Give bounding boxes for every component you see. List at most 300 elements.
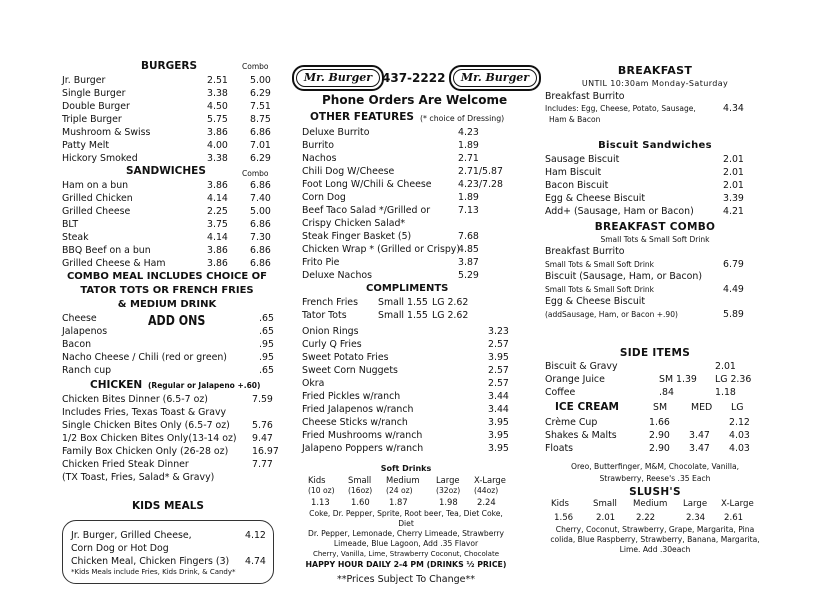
slushes-sizes [545, 499, 765, 513]
item-name: Grilled Cheese [62, 206, 131, 217]
feature-item [302, 204, 510, 217]
drink-sizes-cell: Kids [308, 475, 326, 485]
phone-number: 437-2222 [382, 71, 446, 85]
item-price: 3.86 [207, 245, 228, 256]
chicken-item-price: 7.59 [252, 394, 273, 405]
side-item-price-a: .84 [659, 387, 674, 398]
compliment-item [302, 325, 510, 338]
ice-cream-title: ICE CREAM [555, 401, 619, 413]
feature-price: 3.87 [458, 257, 479, 268]
compliment-name: Sweet Corn Nuggets [302, 365, 398, 376]
add-ons-section [62, 312, 278, 377]
item-price: 4.14 [207, 193, 228, 204]
chicken-item-price: 9.47 [252, 433, 273, 444]
biscuit-item [545, 166, 765, 179]
chicken-item [62, 458, 278, 471]
feature-item [302, 139, 510, 152]
combo-item-name: Biscuit (Sausage, Ham, or Bacon) [545, 271, 703, 282]
mr-burger-logo-left: Mr. Burger [292, 65, 384, 91]
ice-cream-size-med: MED [691, 402, 713, 413]
compliment-name: Cheese Sticks w/ranch [302, 417, 408, 428]
biscuit-name: Add+ (Sausage, Ham or Bacon) [545, 206, 694, 217]
breakfast-combo-note [545, 258, 765, 270]
breakfast-hours: UNTIL 10:30am Monday-Saturday [581, 79, 729, 88]
feature-name: Frito Pie [302, 257, 340, 268]
addon-item [62, 351, 278, 364]
item-combo-price: 6.86 [250, 127, 271, 138]
breakfast-burrito-includes: Includes: Egg, Cheese, Potato, Sausage, [545, 104, 696, 113]
item-name: Jr. Burger [62, 75, 106, 86]
addon-item [62, 364, 278, 377]
breakfast-combo-item [545, 270, 765, 283]
feature-name: Steak Finger Basket (5) [302, 231, 412, 242]
compliments-title: COMPLIMENTS [366, 283, 449, 294]
side-item-name: Biscuit & Gravy [545, 361, 618, 372]
side-item-price-b: 2.01 [715, 361, 736, 372]
compliment-price: 3.95 [488, 443, 509, 454]
feature-item [302, 269, 510, 282]
item-combo-price: 6.86 [250, 180, 271, 191]
burgers-combo-label: Combo [242, 62, 269, 71]
side-large-price: LG 2.62 [432, 310, 469, 321]
slushes-flavors [545, 525, 765, 555]
item-name: Grilled Chicken [62, 193, 133, 204]
item-name: Mushroom & Swiss [62, 127, 151, 138]
addon-name: Cheese [62, 313, 97, 324]
compliment-name: Jalapeno Poppers w/ranch [302, 443, 424, 454]
breakfast-combo-subtitle: Small Tots & Small Soft Drink [600, 235, 710, 244]
feature-item [302, 152, 510, 165]
item-name: Single Burger [62, 88, 126, 99]
flavor-line: Coke, Dr. Pepper, Sprite, Root beer, Tea, Diet Coke, Diet [309, 509, 503, 528]
compliment-item [302, 390, 510, 403]
menu-item [62, 152, 278, 165]
menu-item [62, 218, 278, 231]
breakfast-burrito-price: 4.34 [723, 103, 744, 114]
burgers-list [62, 74, 278, 165]
sized-side-item [302, 309, 510, 322]
feature-name: Nachos [302, 153, 337, 164]
item-combo-price: 5.00 [250, 206, 271, 217]
compliment-item [302, 442, 510, 455]
item-price: 4.50 [207, 101, 228, 112]
flavor-line: Limeade, Blue Lagoon, Add .35 Flavor [333, 539, 479, 548]
toppings-line: Oreo, Butterfinger, M&M, Chocolate, Vanilla, [570, 462, 740, 471]
breakfast-combo-note [545, 283, 765, 295]
flavor-line: Dr. Pepper, Lemonade, Cherry Limeade, Strawberry [307, 529, 504, 538]
compliment-price: 3.23 [488, 326, 509, 337]
ice-cream-sm: 1.66 [649, 417, 670, 428]
other-features-list [302, 126, 510, 282]
ice-cream-sm: 2.90 [649, 430, 670, 441]
addon-price: .65 [259, 326, 274, 337]
item-combo-price: 6.29 [250, 88, 271, 99]
other-features-note: (* choice of Dressing) [420, 114, 505, 123]
item-price: 3.86 [207, 180, 228, 191]
slush-prices-cell: 1.56 [554, 513, 574, 523]
sandwiches-title: SANDWICHES [126, 165, 206, 177]
drink-prices-cell: 1.98 [439, 497, 458, 507]
breakfast-combo-item [545, 245, 765, 258]
breakfast-combo-list [545, 245, 765, 320]
sandwiches-combo-label: Combo [242, 169, 269, 178]
feature-name: Chili Dog W/Cheese [302, 166, 395, 177]
chicken-title: CHICKEN [90, 379, 143, 391]
compliments-list [302, 325, 510, 455]
biscuits-list [545, 153, 765, 218]
chicken-item-price: 7.77 [252, 459, 273, 470]
item-name: BLT [62, 219, 79, 230]
chicken-item [62, 393, 278, 406]
item-combo-price: 6.86 [250, 245, 271, 256]
left-column [62, 60, 278, 484]
item-price: 5.75 [207, 114, 228, 125]
add-ons-list [62, 312, 278, 377]
ice-cream-sm: 2.90 [649, 443, 670, 454]
menu-item [62, 87, 278, 100]
biscuit-price: 4.21 [723, 206, 744, 217]
burgers-title: BURGERS [141, 60, 198, 72]
combo-item-name: Egg & Cheese Biscuit [545, 296, 646, 307]
combo-note-line: & MEDIUM DRINK [117, 299, 217, 310]
ice-cream-name: Floats [545, 443, 574, 454]
compliment-price: 3.95 [488, 352, 509, 363]
slush-sizes-cell: Medium [633, 499, 668, 509]
compliments-sized-list [302, 296, 510, 322]
slush-flavor-line: Cherry, Coconut, Strawberry, Grape, Margarita, Pina [555, 525, 755, 534]
kids-line-3: Chicken Meal, Chicken Fingers (3) [71, 556, 230, 567]
drink-ounces-cell: (10 oz) [308, 486, 335, 495]
menu-item [62, 179, 278, 192]
item-price: 3.75 [207, 219, 228, 230]
addon-item [62, 312, 278, 325]
feature-item [302, 230, 510, 243]
side-name: Tator Tots [302, 310, 347, 321]
chicken-item-name: (TX Toast, Fries, Salad* & Gravy) [62, 472, 215, 483]
middle-column [302, 111, 510, 587]
feature-price: 2.71 [458, 153, 479, 164]
menu-item [62, 126, 278, 139]
ice-cream-list [545, 416, 765, 455]
feature-item [302, 217, 510, 230]
combo-item-note: (addSausage, Ham, or Bacon +.90) [545, 310, 678, 319]
item-combo-price: 7.51 [250, 101, 271, 112]
feature-name: Beef Taco Salad */Grilled or [302, 205, 431, 216]
biscuit-name: Egg & Cheese Biscuit [545, 193, 646, 204]
feature-name: Chicken Wrap * (Grilled or Crispy) [302, 244, 460, 255]
item-name: Double Burger [62, 101, 130, 112]
side-item [545, 373, 765, 386]
combo-item-price: 5.89 [723, 309, 744, 320]
menu-item [62, 192, 278, 205]
item-combo-price: 8.75 [250, 114, 271, 125]
slush-sizes-cell: Small [593, 499, 617, 509]
chicken-item-name: Family Box Chicken Only (26-28 oz) [62, 446, 229, 457]
item-price: 3.38 [207, 153, 228, 164]
ice-cream-name: Shakes & Malts [545, 430, 617, 441]
drink-sizes-cell: Large [436, 475, 460, 485]
item-price: 3.86 [207, 258, 228, 269]
feature-name: Burrito [302, 140, 334, 151]
prices-subject-to-change: **Prices Subject To Change** [336, 574, 476, 585]
drink-sizes-cell: Small [348, 475, 372, 485]
breakfast-combo-item [545, 295, 765, 308]
chicken-item-name: Chicken Fried Steak Dinner [62, 459, 189, 470]
feature-name: Corn Dog [302, 192, 346, 203]
biscuit-name: Ham Biscuit [545, 167, 602, 178]
breakfast-combo-note [545, 308, 765, 320]
sandwiches-list [62, 179, 278, 270]
drink-ounces-cell: (32oz) [436, 486, 461, 495]
feature-item [302, 256, 510, 269]
side-name: French Fries [302, 297, 358, 308]
right-column [545, 64, 765, 555]
kids-title: KIDS MEALS [132, 500, 204, 512]
compliment-item [302, 429, 510, 442]
breakfast-burrito-name: Breakfast Burrito [545, 91, 625, 102]
compliment-price: 2.57 [488, 339, 509, 350]
compliment-name: Okra [302, 378, 325, 389]
item-price: 3.86 [207, 127, 228, 138]
combo-note-line: TATOR TOTS OR FRENCH FRIES [80, 285, 254, 296]
item-price: 2.51 [207, 75, 228, 86]
item-combo-price: 6.86 [250, 258, 271, 269]
addon-price: .65 [259, 365, 274, 376]
slush-prices-cell: 2.22 [636, 513, 656, 523]
item-name: BBQ Beef on a bun [62, 245, 151, 256]
item-price: 3.38 [207, 88, 228, 99]
biscuit-price: 2.01 [723, 180, 744, 191]
feature-price: 2.71/5.87 [458, 166, 503, 177]
combo-item-note: Small Tots & Small Soft Drink [545, 260, 655, 269]
feature-price: 1.89 [458, 192, 479, 203]
slushes-title: SLUSH'S [629, 486, 681, 498]
chicken-title-note: (Regular or Jalapeno +.60) [148, 381, 261, 390]
feature-name: Deluxe Nachos [302, 270, 373, 281]
ice-cream-lg: 2.12 [729, 417, 750, 428]
side-item-price-b: 1.18 [715, 387, 736, 398]
slush-prices-cell: 2.61 [724, 513, 744, 523]
slushes-prices [545, 513, 765, 525]
chicken-item [62, 419, 278, 432]
addon-name: Nacho Cheese / Chili (red or green) [62, 352, 227, 363]
chicken-item [62, 406, 278, 419]
item-name: Steak [62, 232, 89, 243]
side-small-price: Small 1.55 [378, 310, 428, 321]
slush-sizes-cell: Large [683, 499, 708, 509]
ice-cream-med: 3.47 [689, 430, 710, 441]
addon-price: .95 [259, 352, 274, 363]
combo-item-name: Breakfast Burrito [545, 246, 625, 257]
breakfast-burrito-includes-2: Ham & Bacon [549, 115, 601, 124]
ice-cream-lg: 4.03 [729, 430, 750, 441]
chicken-item [62, 471, 278, 484]
kids-line-2: Corn Dog or Hot Dog [71, 543, 169, 554]
feature-price: 4.23 [458, 127, 479, 138]
slush-flavor-line: colida, Blue Raspberry, Strawberry, Banana, Margarita, [550, 535, 760, 544]
combo-note-line: COMBO MEAL INCLUDES CHOICE OF [66, 271, 268, 282]
feature-price: 4.85 [458, 244, 479, 255]
item-combo-price: 7.30 [250, 232, 271, 243]
compliment-name: Fried Pickles w/ranch [302, 391, 401, 402]
biscuit-item [545, 153, 765, 166]
compliment-name: Onion Rings [302, 326, 359, 337]
compliment-name: Sweet Potato Fries [302, 352, 389, 363]
soft-drinks-flavors [302, 509, 510, 559]
combo-item-price: 4.49 [723, 284, 744, 295]
biscuit-item [545, 192, 765, 205]
compliment-name: Fried Jalapenos w/ranch [302, 404, 414, 415]
side-item-name: Orange Juice [545, 374, 605, 385]
compliment-item [302, 416, 510, 429]
add-ons-title: ADD ONS [148, 314, 206, 329]
drink-sizes-cell: X-Large [474, 475, 506, 485]
compliment-item [302, 338, 510, 351]
item-price: 4.14 [207, 232, 228, 243]
breakfast-title: BREAKFAST [617, 64, 693, 77]
side-small-price: Small 1.55 [378, 297, 428, 308]
slush-prices-cell: 2.01 [596, 513, 616, 523]
compliment-price: 2.57 [488, 365, 509, 376]
drink-sizes-cell: Medium [386, 475, 420, 485]
drink-ounces-cell: (16oz) [348, 486, 373, 495]
menu-item [62, 205, 278, 218]
item-combo-price: 7.40 [250, 193, 271, 204]
menu-item [62, 113, 278, 126]
chicken-list [62, 393, 278, 484]
ice-cream-item [545, 429, 765, 442]
ice-cream-name: Crème Cup [545, 417, 598, 428]
ice-cream-size-sm: SM [653, 402, 668, 413]
phone-orders-banner: Phone Orders Are Welcome [322, 93, 508, 107]
feature-item [302, 243, 510, 256]
sized-side-item [302, 296, 510, 309]
menu-item [62, 244, 278, 257]
chicken-item-name: Chicken Bites Dinner (6.5-7 oz) [62, 394, 208, 405]
ice-cream-lg: 4.03 [729, 443, 750, 454]
side-item-price-b: LG 2.36 [715, 374, 752, 385]
menu-item [62, 231, 278, 244]
feature-name: Crispy Chicken Salad* [302, 218, 406, 229]
feature-item [302, 126, 510, 139]
biscuit-item [545, 205, 765, 218]
feature-name: Deluxe Burrito [302, 127, 370, 138]
compliment-price: 3.44 [488, 391, 509, 402]
chicken-item-price: 16.97 [252, 446, 279, 457]
drink-prices-cell: 2.24 [477, 497, 496, 507]
side-item-price-a: SM 1.39 [659, 374, 697, 385]
drink-ounces-cell: (24 oz) [386, 486, 413, 495]
slush-prices-cell: 2.34 [686, 513, 706, 523]
menu-item [62, 257, 278, 270]
drink-prices-cell: 1.60 [351, 497, 370, 507]
side-item [545, 386, 765, 399]
feature-item [302, 165, 510, 178]
ice-cream-toppings [545, 461, 765, 485]
compliment-price: 3.95 [488, 430, 509, 441]
combo-item-note: Small Tots & Small Soft Drink [545, 285, 655, 294]
chicken-item-price: 5.76 [252, 420, 273, 431]
soft-drinks-title: Soft Drinks [380, 464, 432, 473]
biscuit-price: 2.01 [723, 167, 744, 178]
biscuits-title: Biscuit Sandwiches [598, 140, 712, 151]
chicken-item-name: Single Chicken Bites Only (6.5-7 oz) [62, 420, 230, 431]
feature-price: 4.23/7.28 [458, 179, 503, 190]
soft-drinks-prices [302, 497, 510, 509]
side-item-name: Coffee [545, 387, 576, 398]
chicken-item [62, 445, 278, 458]
feature-price: 5.29 [458, 270, 479, 281]
compliment-item [302, 351, 510, 364]
addon-price: .95 [259, 339, 274, 350]
side-item [545, 360, 765, 373]
addon-item [62, 325, 278, 338]
biscuit-price: 3.39 [723, 193, 744, 204]
drink-prices-cell: 1.87 [389, 497, 408, 507]
side-items-title: SIDE ITEMS [619, 347, 691, 359]
menu-item [62, 139, 278, 152]
addon-price: .65 [259, 313, 274, 324]
feature-name: Foot Long W/Chili & Cheese [302, 179, 432, 190]
addon-item [62, 338, 278, 351]
biscuit-name: Bacon Biscuit [545, 180, 609, 191]
combo-item-price: 6.79 [723, 259, 744, 270]
compliment-price: 2.57 [488, 378, 509, 389]
side-items-list [545, 360, 765, 399]
drink-prices-cell: 1.13 [311, 497, 330, 507]
soft-drinks-sizes [302, 475, 510, 486]
compliment-name: Curly Q Fries [302, 339, 362, 350]
item-combo-price: 6.29 [250, 153, 271, 164]
biscuit-name: Sausage Biscuit [545, 154, 620, 165]
side-large-price: LG 2.62 [432, 297, 469, 308]
compliment-name: Fried Mushrooms w/ranch [302, 430, 423, 441]
slush-sizes-cell: X-Large [721, 499, 754, 509]
compliment-price: 3.95 [488, 417, 509, 428]
compliment-item [302, 377, 510, 390]
kids-price-1: 4.12 [245, 530, 266, 541]
breakfast-combo-title: BREAKFAST COMBO [594, 221, 716, 233]
addon-name: Ranch cup [62, 365, 112, 376]
toppings-line: Strawberry, Reese's .35 Each [599, 474, 711, 483]
item-name: Hickory Smoked [62, 153, 138, 164]
item-combo-price: 7.01 [250, 140, 271, 151]
soft-drinks-ounces [302, 486, 510, 497]
item-combo-price: 5.00 [250, 75, 271, 86]
feature-item [302, 178, 510, 191]
menu-item [62, 74, 278, 87]
menu-item [62, 100, 278, 113]
item-name: Triple Burger [62, 114, 122, 125]
kids-meals-box [62, 520, 274, 584]
kids-line-1: Jr. Burger, Grilled Cheese, [71, 530, 192, 541]
kids-price-3: 4.74 [245, 556, 266, 567]
feature-price: 7.13 [458, 205, 479, 216]
biscuit-item [545, 179, 765, 192]
combo-note [62, 270, 272, 312]
compliment-price: 3.44 [488, 404, 509, 415]
biscuit-price: 2.01 [723, 154, 744, 165]
compliment-item [302, 403, 510, 416]
mr-burger-logo-right: Mr. Burger [449, 65, 541, 91]
chicken-item-name: Includes Fries, Texas Toast & Gravy [62, 407, 227, 418]
slush-sizes-cell: Kids [551, 499, 569, 509]
addon-name: Jalapenos [62, 326, 108, 337]
feature-price: 7.68 [458, 231, 479, 242]
item-name: Ham on a bun [62, 180, 129, 191]
feature-price: 1.89 [458, 140, 479, 151]
flavor-line: Cherry, Vanilla, Lime, Strawberry Coconut, Chocolate [312, 550, 500, 558]
